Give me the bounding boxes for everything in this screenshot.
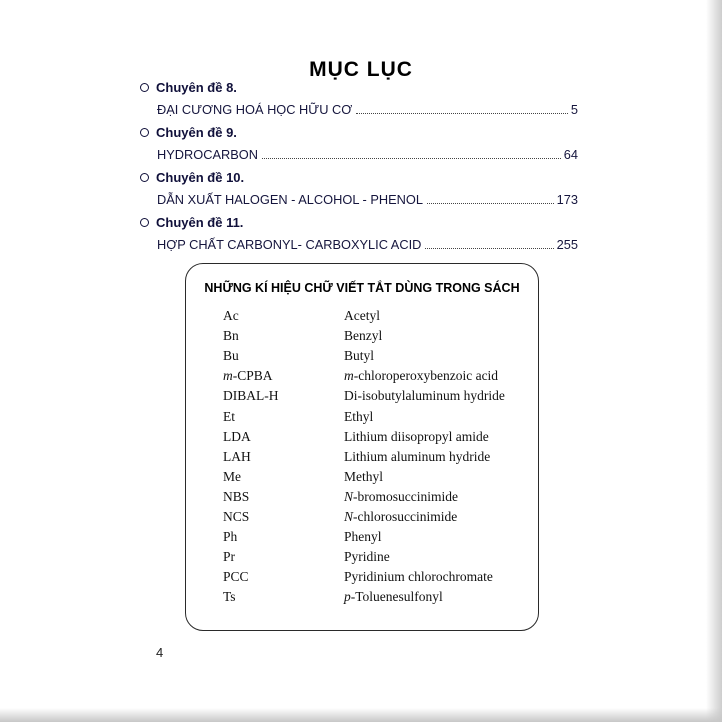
- circle-bullet-icon: [140, 218, 149, 227]
- abbreviation-symbol: Ph: [223, 529, 238, 545]
- abbreviation-symbol: DIBAL-H: [223, 388, 279, 404]
- toc-chapter-label: Chuyên đề 10.: [156, 169, 245, 185]
- abbreviation-row: [223, 306, 538, 326]
- toc-chapter-label: Chuyên đề 9.: [156, 124, 237, 140]
- abbreviation-symbol: Pr: [223, 549, 236, 565]
- abbreviation-meaning: Lithium aluminum hydride: [344, 448, 491, 464]
- abbreviation-meaning: Benzyl: [344, 328, 383, 344]
- table-of-contents: [140, 76, 578, 256]
- toc-entry-title: ĐẠI CƯƠNG HOÁ HỌC HỮU CƠ: [157, 102, 353, 118]
- abbreviation-meaning: Ethyl: [344, 408, 374, 424]
- toc-chapter-heading: [140, 76, 578, 99]
- abbreviation-row: [223, 487, 538, 507]
- abbreviation-meaning: Pyridinium chlorochromate: [344, 569, 493, 585]
- abbreviation-row: [223, 386, 538, 406]
- toc-chapter-label: Chuyên đề 11.: [156, 214, 244, 230]
- abbreviation-symbol: Et: [223, 408, 235, 424]
- dotted-leader: [262, 158, 561, 159]
- abbreviation-meaning: Phenyl: [344, 529, 382, 545]
- abbreviation-meaning: N-bromosuccinimide: [344, 488, 458, 504]
- toc-entry-title: HYDROCARBON: [157, 147, 258, 163]
- abbreviation-row: [223, 527, 538, 547]
- circle-bullet-icon: [140, 128, 149, 137]
- abbreviations-box-title: NHỮNG KÍ HIỆU CHỮ VIẾT TẮT DÙNG TRONG SÁCH: [204, 281, 520, 295]
- abbreviation-meaning: Methyl: [344, 468, 383, 484]
- abbreviations-box: [185, 263, 539, 631]
- abbreviation-meaning: Butyl: [344, 348, 375, 364]
- page-title: MỤC LỤC: [309, 58, 413, 82]
- abbreviation-row: [223, 406, 538, 426]
- toc-chapter-heading: [140, 166, 578, 189]
- abbreviation-row: [223, 547, 538, 567]
- toc-entry-row: [140, 99, 578, 122]
- abbreviations-list: [223, 306, 538, 607]
- toc-entry-page-number: 64: [563, 147, 578, 163]
- abbreviation-row: [223, 507, 538, 527]
- abbreviation-row: [223, 447, 538, 467]
- page-edge-shadow-right: [706, 0, 722, 722]
- toc-entry-title: HỢP CHẤT CARBONYL- CARBOXYLIC ACID: [157, 237, 422, 253]
- abbreviation-symbol: PCC: [223, 569, 249, 585]
- abbreviation-symbol: Me: [223, 468, 241, 484]
- abbreviation-row: [223, 587, 538, 607]
- dotted-leader: [356, 113, 568, 114]
- page-number: 4: [156, 645, 164, 660]
- toc-entry-row: [140, 234, 578, 257]
- abbreviation-symbol: NBS: [223, 488, 250, 504]
- page-edge-shadow-bottom: [0, 708, 722, 722]
- abbreviation-meaning: N-chlorosuccinimide: [344, 508, 458, 524]
- dotted-leader: [425, 248, 553, 249]
- abbreviation-symbol: LAH: [223, 448, 251, 464]
- abbreviation-row: [223, 326, 538, 346]
- abbreviation-symbol: Ac: [223, 308, 239, 324]
- abbreviation-row: [223, 567, 538, 587]
- abbreviation-row: [223, 427, 538, 447]
- circle-bullet-icon: [140, 173, 149, 182]
- abbreviation-meaning: Di-isobutylaluminum hydride: [344, 388, 505, 404]
- abbreviation-symbol: Bu: [223, 348, 239, 364]
- abbreviation-meaning: Lithium diisopropyl amide: [344, 428, 489, 444]
- abbreviation-row: [223, 467, 538, 487]
- abbreviation-meaning: Pyridine: [344, 549, 390, 565]
- abbreviation-symbol: NCS: [223, 508, 250, 524]
- circle-bullet-icon: [140, 83, 149, 92]
- abbreviation-symbol: Ts: [223, 589, 236, 605]
- abbreviation-row: [223, 346, 538, 366]
- dotted-leader: [427, 203, 554, 204]
- abbreviation-row: [223, 366, 538, 386]
- toc-entry-row: [140, 189, 578, 212]
- toc-chapter-label: Chuyên đề 8.: [156, 79, 237, 95]
- toc-entry-row: [140, 144, 578, 167]
- toc-chapter-heading: [140, 211, 578, 234]
- toc-entry-title: DẪN XUẤT HALOGEN - ALCOHOL - PHENOL: [157, 192, 423, 208]
- abbreviation-meaning: Acetyl: [344, 308, 380, 324]
- toc-entry-page-number: 255: [556, 237, 578, 253]
- abbreviation-symbol: LDA: [223, 428, 251, 444]
- toc-chapter-heading: [140, 121, 578, 144]
- abbreviation-symbol: m-CPBA: [223, 368, 273, 384]
- toc-entry-page-number: 173: [556, 192, 578, 208]
- abbreviation-meaning: p-Toluenesulfonyl: [344, 589, 443, 605]
- toc-entry-page-number: 5: [570, 102, 578, 118]
- abbreviation-symbol: Bn: [223, 328, 239, 344]
- abbreviation-meaning: m-chloroperoxybenzoic acid: [344, 368, 499, 384]
